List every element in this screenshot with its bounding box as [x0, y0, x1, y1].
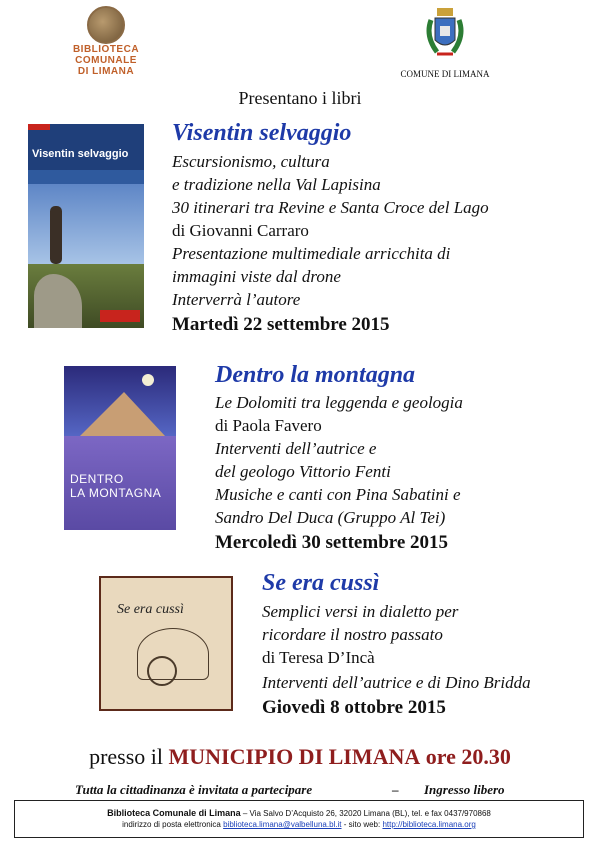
book-line: del geologo Vittorio Fenti: [215, 462, 391, 481]
invite-text: Tutta la cittadinanza è invitata a partecipare: [75, 782, 313, 797]
book-title: Se era cussì: [262, 570, 380, 596]
event-date: Mercoledì 30 settembre 2015: [215, 532, 449, 553]
library-logo-line: COMUNALE: [75, 55, 137, 66]
book-line: Sandro Del Duca (Gruppo Al Tei): [215, 508, 446, 527]
book-line: Le Dolomiti tra leggenda e geologia: [215, 393, 463, 412]
book-line: e tradizione nella Val Lapisina: [172, 175, 381, 194]
event-date: Martedì 22 settembre 2015: [172, 314, 390, 335]
venue-place: MUNICIPIO DI LIMANA: [168, 744, 421, 769]
book-line: Presentazione multimediale arricchita di: [172, 244, 451, 263]
cover-title-line: LA MONTAGNA: [70, 486, 162, 500]
footer-address: – Via Salvo D’Acquisto 26, 32020 Limana (BL), tel. e fax 0437/970868: [240, 809, 491, 818]
book-title: Visentin selvaggio: [172, 120, 352, 146]
book-line: Musiche e canti con Pina Sabatini e: [215, 485, 461, 504]
library-logo-line: DI LIMANA: [77, 66, 135, 77]
moon-icon: [142, 374, 154, 386]
invite-separator: –: [392, 782, 399, 797]
book-cover-dentro-la-montagna: [64, 366, 176, 530]
book-line: Interverrà l’autore: [172, 290, 301, 309]
footer-web-link[interactable]: http://biblioteca.limana.org: [382, 820, 476, 829]
cover-title-line: DENTRO: [70, 472, 124, 486]
free-entry-text: Ingresso libero: [424, 782, 505, 797]
comune-label: COMUNE DI LIMANA: [400, 69, 490, 79]
venue-line: [0, 744, 600, 770]
venue-prefix: presso il: [89, 744, 164, 769]
footer-web-label: - sito web:: [341, 820, 381, 829]
venue-time: ore 20.30: [425, 744, 511, 769]
book-author: di Paola Favero: [215, 416, 322, 435]
footer-line-1: [15, 808, 583, 819]
footer-email-link[interactable]: biblioteca.limana@valbelluna.bl.it: [223, 820, 342, 829]
book-cover-visentin: [28, 124, 144, 328]
book-cover-se-era-cussi: [99, 576, 233, 711]
footer-box: [14, 800, 584, 838]
book-line: Escursionismo, cultura: [172, 152, 330, 171]
footer-library-name: Biblioteca Comunale di Limana: [107, 808, 241, 818]
book-line: Interventi dell’autrice e di Dino Bridda: [262, 673, 531, 692]
book-line: Semplici versi in dialetto per: [262, 602, 459, 621]
library-logo-line: BIBLIOTECA: [72, 44, 140, 55]
footer-line-2: [15, 819, 583, 830]
cover-title: Se era cussì: [117, 602, 184, 617]
comune-logo: [390, 6, 500, 79]
cover-title: [70, 472, 161, 500]
coat-of-arms-icon: [423, 6, 467, 62]
intro-text: Presentano i libri: [238, 88, 362, 108]
library-emblem-icon: [87, 6, 125, 44]
book-author: [172, 221, 309, 241]
book-line: immagini viste dal drone: [172, 267, 341, 286]
book-author: di Teresa D’Incà: [262, 648, 375, 667]
footer-email-label: indirizzo di posta elettronica: [122, 820, 221, 829]
library-logo: [70, 6, 142, 77]
event-date: Giovedì 8 ottobre 2015: [262, 697, 446, 718]
book-title: Dentro la montagna: [215, 362, 416, 388]
book-line: 30 itinerari tra Revine e Santa Croce del Lago: [172, 198, 489, 217]
cover-title: Visentin selvaggio: [32, 148, 129, 160]
book-line: Interventi dell’autrice e: [215, 439, 377, 458]
book-author-text: di Giovanni Carraro: [172, 221, 309, 240]
book-line: ricordare il nostro passato: [262, 625, 443, 644]
